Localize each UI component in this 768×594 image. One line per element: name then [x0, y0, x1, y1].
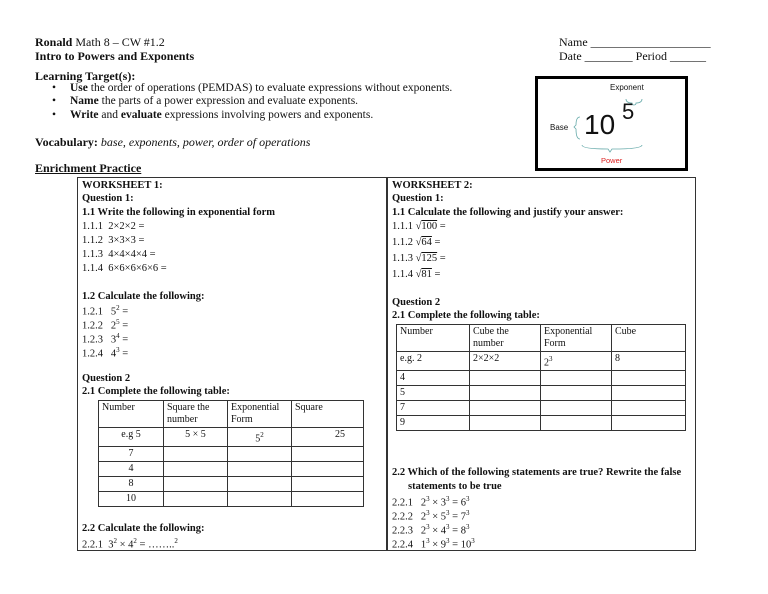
exponent-value: 5 — [622, 99, 635, 124]
ws2-item: 1.1.4 √81 = — [392, 269, 441, 280]
ws2-item: 1.1.3 √125 = — [392, 253, 446, 264]
worksheet-2 — [387, 177, 696, 551]
ws1-q1-2-title: 1.2 Calculate the following: — [82, 291, 205, 302]
table-row: 4 — [397, 371, 686, 386]
ws2-q2-1-title: 2.1 Complete the following table: — [392, 310, 540, 321]
learning-targets-list — [52, 82, 452, 122]
date-field[interactable]: ________ — [584, 49, 633, 63]
ws1-q2-1-title: 2.1 Complete the following table: — [82, 386, 230, 397]
table-row: e.g 5 5 × 5 $5^2$ 25 — [99, 428, 364, 447]
learning-targets-title: Learning Target(s): — [35, 69, 136, 83]
ws1-item: 1.1.1 2×2×2 = — [82, 221, 145, 232]
learning-target-1: • Use the order of operations (PEMDAS) to evaluate expressions without exponents. — [52, 82, 452, 95]
header-left — [35, 35, 194, 63]
enrichment-title: Enrichment Practice — [35, 161, 142, 175]
ws1-item: 1.2.3 $3^4$ = — [82, 332, 129, 346]
ws1-item: 1.1.4 6×6×6×6×6 = — [82, 263, 167, 274]
table-row: 5 — [397, 386, 686, 401]
table-row: 7 — [99, 447, 364, 462]
ws1-item: 1.2.4 $4^3$ = — [82, 346, 129, 360]
ws2-item: 1.1.2 √64 = — [392, 237, 441, 248]
power-label: Power — [601, 156, 623, 165]
table-row: 10 — [99, 492, 364, 507]
ws2-item: 1.1.1 √100 = — [392, 221, 446, 232]
learning-target-3: • Write and evaluate expressions involving powers and exponents. — [52, 109, 452, 122]
ws1-q1-1-title: 1.1 Write the following in exponential form — [82, 207, 275, 218]
ws2-item: 2.2.3 $2^3 \times 4^3 = 8^3$ — [392, 523, 470, 537]
ws2-q2-2-title: 2.2 Which of the following statements are true? Rewrite the false — [392, 467, 682, 478]
ws2-q2-2-title-cont: statements to be true — [408, 481, 502, 492]
ws2-q1-title: Question 1: — [392, 193, 444, 204]
date-label: Date — [559, 49, 582, 63]
ws1-title: WORKSHEET 1: — [82, 180, 163, 191]
table-header-row: Number Cube the number Exponential Form Cube — [397, 325, 686, 352]
ws2-q1-1-title: 1.1 Calculate the following and justify your answer: — [392, 207, 624, 218]
period-field[interactable]: ______ — [670, 49, 706, 63]
worksheet-1 — [77, 177, 387, 551]
table-row: 9 — [397, 416, 686, 431]
ws2-q2-title: Question 2 — [392, 297, 441, 308]
ws1-item: 1.1.2 3×3×3 = — [82, 235, 145, 246]
ws1-item: 2.2.1 $3^2 \times 4^2$ = ……..$^2$ — [82, 537, 178, 551]
header-right — [559, 35, 711, 63]
learning-target-2: • Name the parts of a power expression and evaluate exponents. — [52, 95, 452, 108]
ws1-q1-title: Question 1: — [82, 193, 134, 204]
ws2-title: WORKSHEET 2: — [392, 180, 473, 191]
period-label: Period — [635, 49, 667, 63]
ws1-item: 1.2.2 $2^5$ = — [82, 318, 129, 332]
name-field[interactable]: ____________________ — [590, 35, 711, 49]
ws2-item: 2.2.1 $2^3 \times 3^3 = 6^3$ — [392, 495, 470, 509]
table-row: e.g. 2 2×2×2 $2^3$ 8 — [397, 352, 686, 371]
ws2-item: 2.2.2 $2^3 \times 5^3 = 7^3$ — [392, 509, 470, 523]
vocabulary: Vocabulary: base, exponents, power, order of operations — [35, 135, 311, 149]
ws1-item: 1.1.3 4×4×4×4 = — [82, 249, 156, 260]
page-title: Intro to Powers and Exponents — [35, 49, 195, 63]
table-row: 4 — [99, 462, 364, 477]
student-name: Ronald — [35, 35, 73, 49]
ws1-q2-2-title: 2.2 Calculate the following: — [82, 523, 205, 534]
course-title: Math 8 – CW #1.2 — [75, 35, 165, 49]
ws2-cube-table — [396, 324, 686, 431]
exponent-label: Exponent — [610, 83, 644, 92]
ws1-q2-title: Question 2 — [82, 373, 131, 384]
ws1-item: 1.2.1 $5^2$ = — [82, 304, 129, 318]
base-value: 10 — [584, 109, 616, 140]
name-label: Name — [559, 35, 588, 49]
table-row: 7 — [397, 401, 686, 416]
ws2-item: 2.2.4 $1^3 \times 9^3 = 10^3$ — [392, 537, 475, 551]
table-header-row: Number Square the number Exponential Form Square — [99, 401, 364, 428]
power-diagram — [535, 76, 688, 171]
ws1-square-table — [98, 400, 364, 507]
base-label: Base — [550, 123, 569, 132]
table-row: 8 — [99, 477, 364, 492]
